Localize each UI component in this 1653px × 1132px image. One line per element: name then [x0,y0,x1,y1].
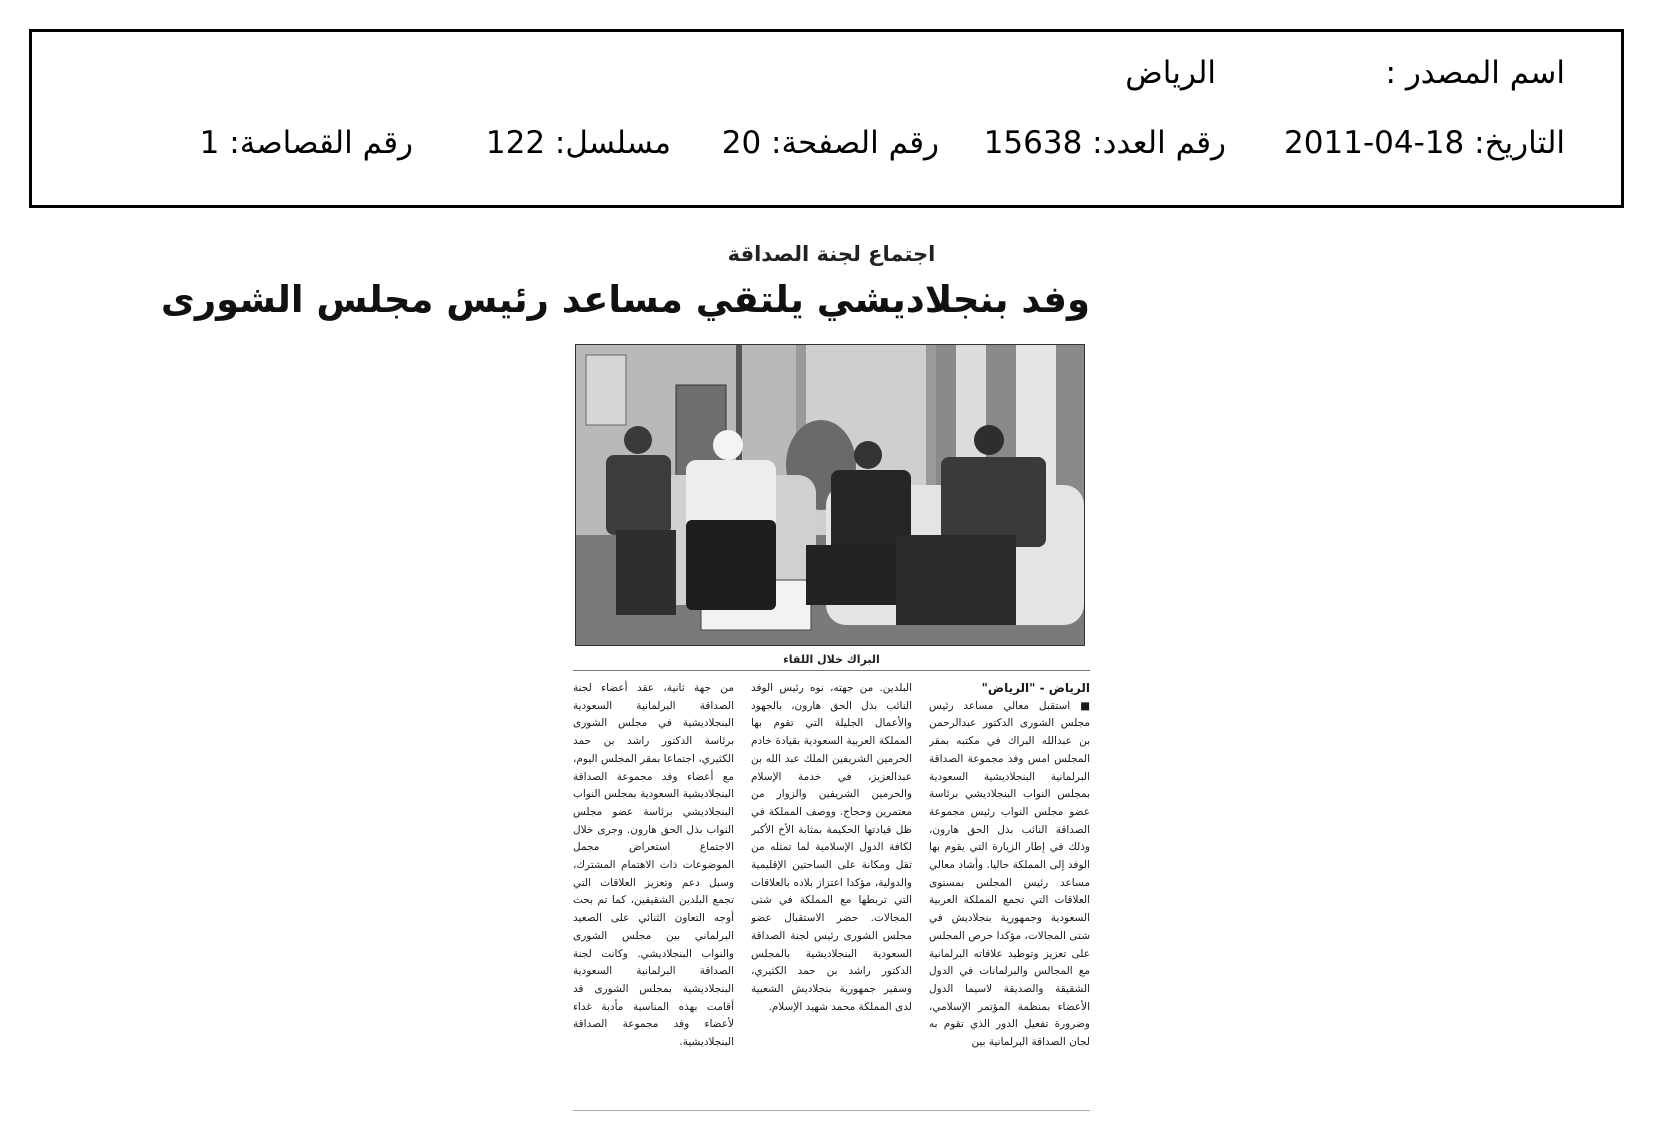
column-3-text: من جهة ثانية، عقد أعضاء لجنة الصداقة البرلمانية السعودية البنجلاديشية في مجلس الشورى برئاسة الدكتور راشد بن حمد الكثيري، اجتماعا بمقر المجلس اليوم، مع أعضاء وفد مجموعة الصداقة البنجلاديشية السعودية بمجلس النواب البنجلاديشي برئاسة عضو مجلس النواب بذل الحق هارون. وجرى خلال الاجتماع استعراض مجمل الموضوعات ذات الاهتمام المشترك، وسبل دعم وتعزيز العلاقات التي تجمع البلدين الشقيقين، كما تم بحث أوجه التعاون الثنائي على الصعيد البرلماني بين مجلس الشورى والنواب البنجلاديشي. وكانت لجنة الصداقة البرلمانية السعودية البنجلاديشية بمجلس الشورى قد أقامت بهذه المناسبة مأدبة غداء لأعضاء وفد مجموعة الصداقة البنجلاديشية. [573,682,734,1049]
source-label: اسم المصدر : [1385,55,1565,91]
article-column-2 [751,680,912,1110]
page-field: رقم الصفحة: 20 [721,125,939,161]
date-field: التاريخ: 18-04-2011 [1284,125,1565,161]
article-headline: وفد بنجلاديشي يلتقي مساعد رئيس مجلس الشورى [160,278,1090,321]
serial-field: مسلسل: 122 [485,125,671,161]
newspaper-clipping [160,242,1090,1114]
caption-divider [573,670,1090,671]
clip-number-field: رقم القصاصة: 1 [199,125,413,161]
article-photo [575,344,1085,646]
clipping-bottom-rule [573,1110,1090,1111]
article-kicker: اجتماع لجنة الصداقة [727,242,936,266]
source-value: الرياض [1125,55,1216,91]
metadata-header-box [29,29,1624,208]
article-column-1 [929,680,1090,1110]
column-2-text: البلدين. من جهته، نوه رئيس الوفد النائب بذل الحق هارون، بالجهود والأعمال الجليلة التي تقوم بها المملكة العربية السعودية بقيادة خادم الحرمين الشريفين الملك عبد الله بن عبدالعزيز، في خدمة الإسلام والحرمين الشريفين والزوار من معتمرين وحجاج. ووصف المملكة في ظل قيادتها الحكيمة بمثابة الأخ الأكبر لكافة الدول الإسلامية لما تمثله من ثقل ومكانة على الساحتين الإقليمية والدولية، مؤكدا اعتزاز بلاده بالعلاقات التي تربطها مع المملكة في شتى المجالات. حضر الاستقبال عضو مجلس الشورى رئيس لجنة الصداقة السعودية البنجلاديشية بالمجلس الدكتور راشد بن حمد الكثيري، وسفير جمهورية بنجلاديش الشعبية لدى المملكة محمد شهيد الإسلام. [751,682,912,1013]
meeting-photo-illustration [576,345,1084,645]
photo-caption: البراك خلال اللقاء [783,653,880,666]
article-column-3 [573,680,734,1110]
column-1-text: ■ استقبل معالي مساعد رئيس مجلس الشورى الدكتور عبدالرحمن بن عبدالله البراك في مكتبه بمقر المجلس امس وفد مجموعة الصداقة البرلمانية البنجلاديشية السعودية بمجلس النواب البنجلاديشي برئاسة عضو مجلس النواب رئيس مجموعة الصداقة النائب بذل الحق هارون، وذلك في إطار الزيارة التي يقوم بها الوفد إلى المملكة حاليا. وأشاد معالي مساعد رئيس المجلس بمستوى العلاقات التي تجمع المملكة العربية السعودية وجمهورية بنجلاديش في شتى المجالات، مؤكدا حرص المجلس على تعزيز وتوطيد علاقاته البرلمانية مع المجالس والبرلمانات في الدول الشقيقة والصديقة لاسيما الدول الأعضاء بمنظمة المؤتمر الإسلامي، وضرورة تفعيل الدور الذي تقوم به لجان الصداقة البرلمانية بين [929,699,1090,1049]
issue-field: رقم العدد: 15638 [983,125,1226,161]
article-dateline: الرياض - "الرياض" [981,681,1090,695]
